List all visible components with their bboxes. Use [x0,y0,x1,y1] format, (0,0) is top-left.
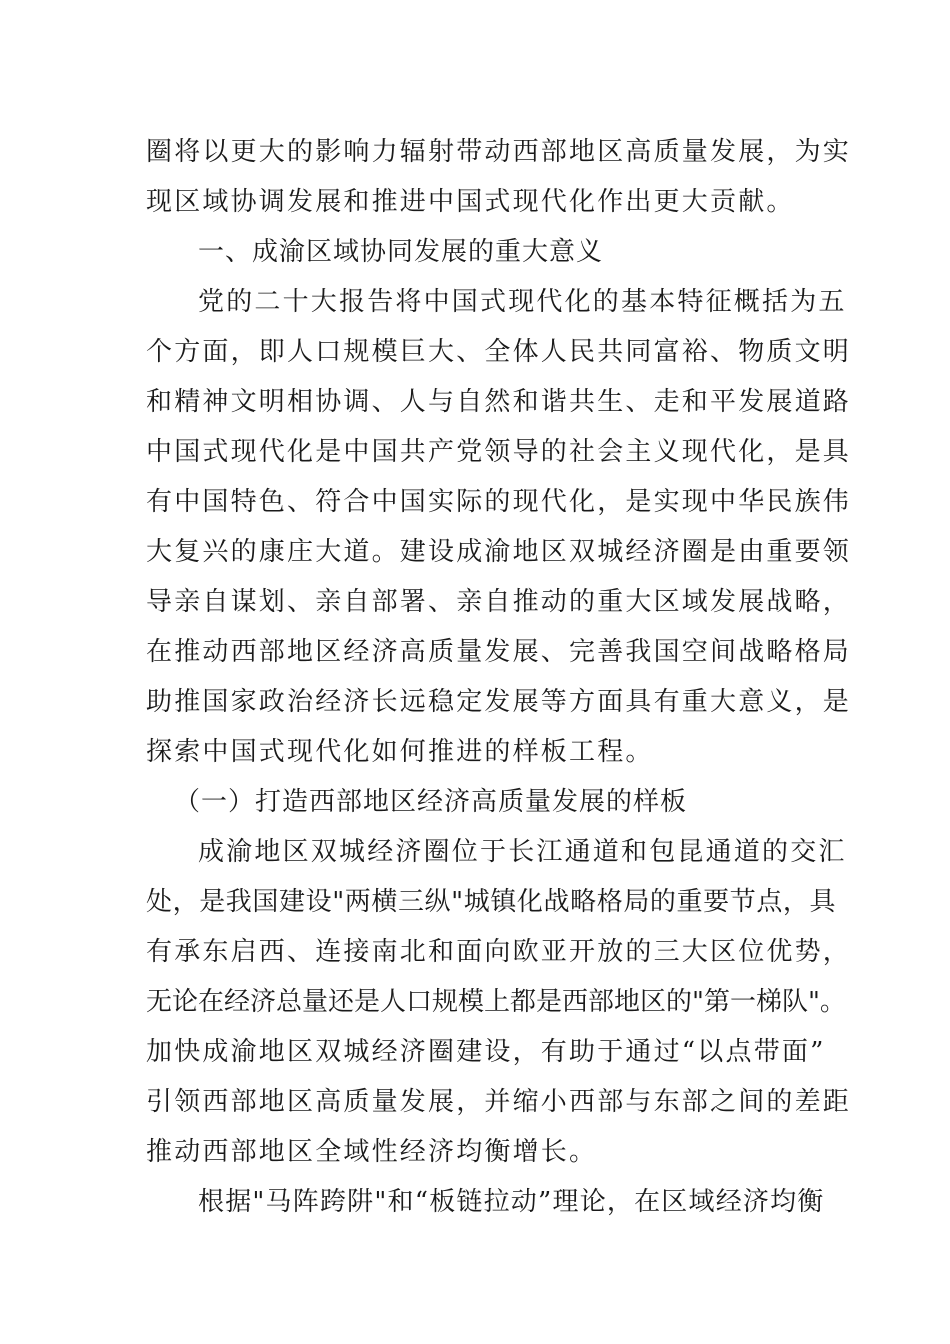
section-heading: 一、成渝区域协同发展的重大意义 [198,237,604,267]
text-line: 无论在经济总量还是人口规模上都是西部地区的"第一梯队"。 [146,987,846,1017]
text-line: 圈将以更大的影响力辐射带动西部地区高质量发展，为实 [146,137,852,167]
text-line: 大复兴的康庄大道。建设成渝地区双城经济圈是由重要领 [146,537,852,567]
text-line: 有中国特色、符合中国实际的现代化，是实现中华民族伟 [146,487,852,517]
paragraph-start-line: 根据"马阵跨阱"和“板链拉动”理论，在区域经济均衡 [198,1187,825,1217]
subsection-heading: （一）打造西部地区经济高质量发展的样板 [174,787,688,817]
text-line: 引领西部地区高质量发展，并缩小西部与东部之间的差距 [146,1087,852,1117]
paragraph-start-line: 成渝地区双城经济圈位于长江通道和包昆通道的交汇 [198,837,847,867]
text-line: 加快成渝地区双城经济圈建设，有助于通过“以点带面” [146,1037,826,1067]
paragraph-start-line: 党的二十大报告将中国式现代化的基本特征概括为五 [198,287,847,317]
text-line: 个方面，即人口规模巨大、全体人民共同富裕、物质文明 [146,337,852,367]
text-line: 中国式现代化是中国共产党领导的社会主义现代化，是具 [146,437,852,467]
text-line: 处，是我国建设"两横三纵"城镇化战略格局的重要节点，具 [146,887,837,917]
text-line: 探索中国式现代化如何推进的样板工程。 [146,737,654,767]
text-line: 有承东启西、连接南北和面向欧亚开放的三大区位优势， [146,937,852,967]
text-line: 导亲自谋划、亲自部署、亲自推动的重大区域发展战略， [146,587,852,617]
text-line: 现区域协调发展和推进中国式现代化作出更大贡献。 [146,187,795,217]
text-line: 推动西部地区全域性经济均衡增长。 [146,1137,598,1167]
text-line: 和精神文明相协调、人与自然和谐共生、走和平发展道路 [146,387,852,417]
text-line: 助推国家政治经济长远稳定发展等方面具有重大意义，是 [146,687,852,717]
text-line: 在推动西部地区经济高质量发展、完善我国空间战略格局 [146,637,852,667]
